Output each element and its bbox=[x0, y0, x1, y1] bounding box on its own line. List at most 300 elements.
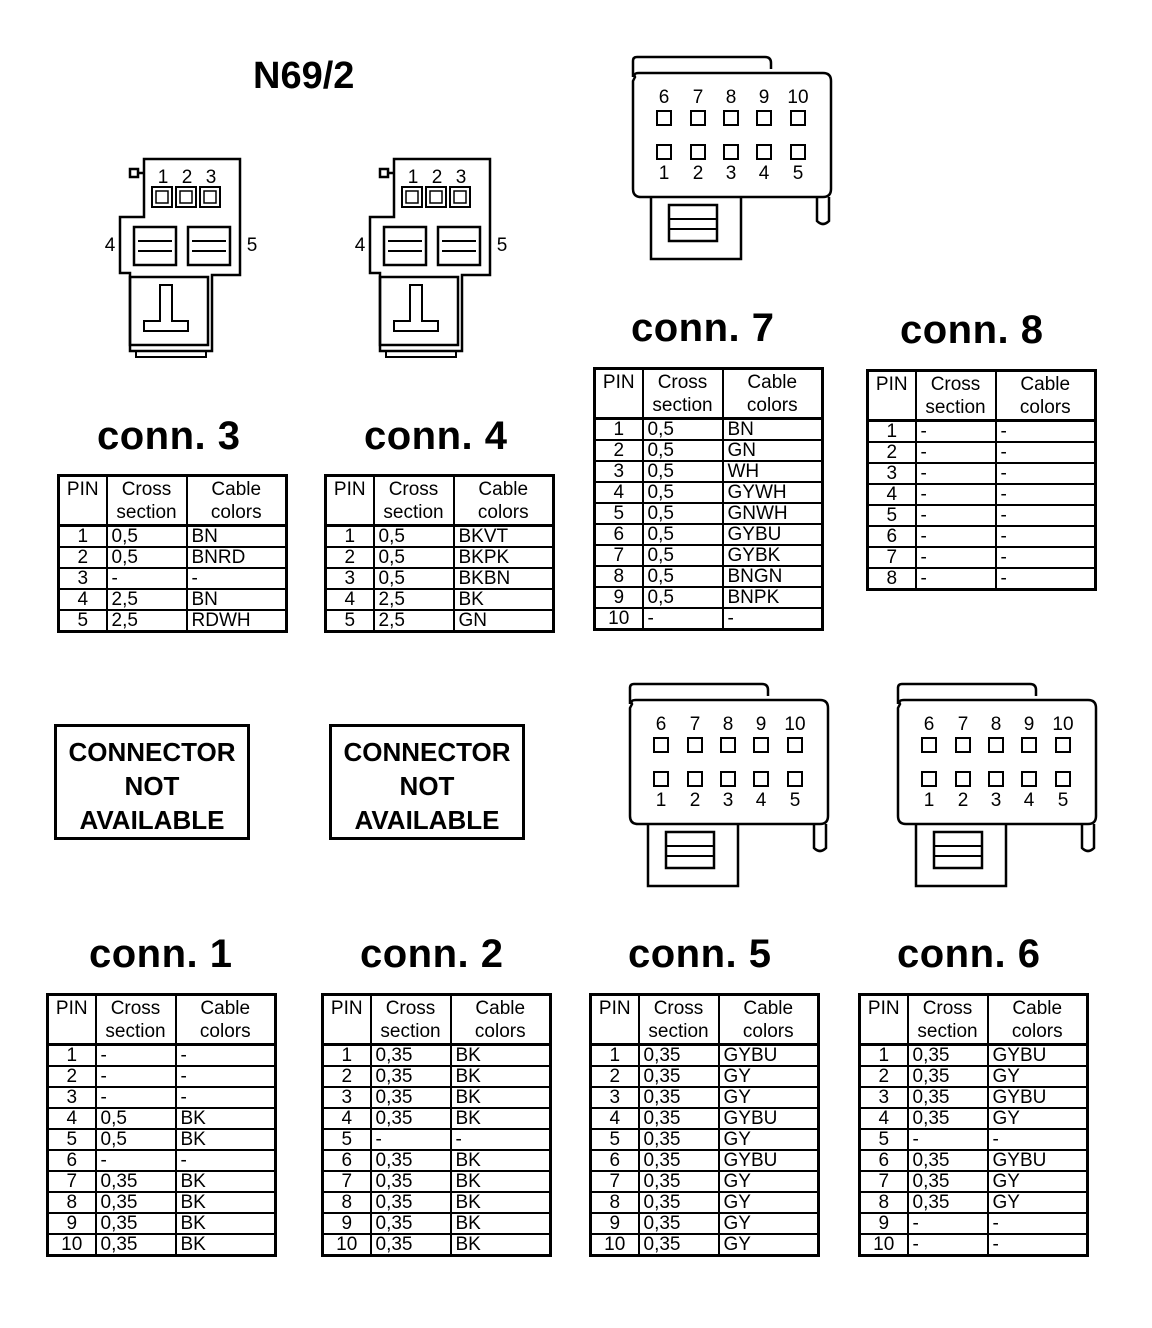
cross-section-cell: 0,35 bbox=[371, 1171, 451, 1192]
cross-section-cell: 0,35 bbox=[639, 1150, 719, 1171]
cross-section-cell: 0,5 bbox=[643, 419, 723, 441]
pin-cell: 5 bbox=[48, 1129, 96, 1150]
pin-socket bbox=[657, 145, 671, 159]
pin-cell: 1 bbox=[591, 1045, 639, 1067]
pin-cell: 4 bbox=[48, 1108, 96, 1129]
cross-section-cell: - bbox=[916, 463, 996, 484]
cable-color-cell: GYBU bbox=[988, 1150, 1088, 1171]
cable-color-cell: GY bbox=[719, 1066, 819, 1087]
pin-socket bbox=[757, 145, 771, 159]
connector-clip bbox=[1082, 824, 1094, 851]
pin-cell: 6 bbox=[591, 1150, 639, 1171]
pin-cell: 2 bbox=[48, 1066, 96, 1087]
pin-cell: 4 bbox=[868, 484, 916, 505]
pin-socket-inner bbox=[204, 191, 216, 203]
header-line: colors bbox=[1019, 397, 1071, 418]
table-row bbox=[595, 461, 823, 482]
cross-section-cell: 0,35 bbox=[639, 1129, 719, 1150]
pin-number-label: 9 bbox=[755, 714, 767, 735]
header-line: Cable bbox=[200, 998, 251, 1019]
cable-color-cell: - bbox=[176, 1150, 276, 1171]
cross-section-cell: - bbox=[908, 1129, 988, 1150]
cross-section-cell: 0,5 bbox=[643, 566, 723, 587]
cable-color-cell: GY bbox=[988, 1171, 1088, 1192]
cross-section-cell: - bbox=[96, 1150, 176, 1171]
cross-section-header bbox=[916, 371, 996, 421]
pin-number-label: 2 bbox=[692, 163, 704, 184]
table-row bbox=[595, 545, 823, 566]
table-row bbox=[326, 589, 554, 610]
conn2-pin-table bbox=[321, 993, 552, 1257]
pin-socket bbox=[1056, 772, 1070, 786]
pin-header: PIN bbox=[326, 476, 374, 526]
pin-socket-inner bbox=[454, 191, 466, 203]
cross-section-cell: - bbox=[916, 568, 996, 590]
table-row bbox=[868, 421, 1096, 443]
table-row bbox=[591, 1213, 819, 1234]
header-line: colors bbox=[199, 1021, 251, 1042]
locking-slide bbox=[666, 832, 714, 868]
pin-number-label: 3 bbox=[205, 167, 217, 188]
table-row bbox=[868, 505, 1096, 526]
header-line: Cable bbox=[743, 998, 794, 1019]
pin-cell: 2 bbox=[860, 1066, 908, 1087]
cross-section-cell: - bbox=[916, 442, 996, 463]
pin-number-label: 10 bbox=[1052, 714, 1074, 735]
table-row bbox=[860, 1066, 1088, 1087]
table-row bbox=[323, 1129, 551, 1150]
header-line: section bbox=[380, 1021, 441, 1042]
pin-cell: 2 bbox=[591, 1066, 639, 1087]
pin-socket bbox=[757, 111, 771, 125]
pin-socket-inner bbox=[430, 191, 442, 203]
cable-colors-header bbox=[187, 476, 287, 526]
cross-section-cell: 0,5 bbox=[643, 440, 723, 461]
cross-section-cell: 0,35 bbox=[908, 1045, 988, 1067]
table-header-row bbox=[595, 369, 823, 419]
cross-section-cell: 0,35 bbox=[371, 1234, 451, 1256]
not-available-line: AVAILABLE bbox=[79, 805, 225, 835]
pin-number-label: 1 bbox=[658, 163, 670, 184]
table-row bbox=[595, 587, 823, 608]
pin-number-label: 1 bbox=[923, 790, 935, 811]
table-row bbox=[323, 1108, 551, 1129]
conn1-pin-table bbox=[46, 993, 277, 1257]
connector-clip bbox=[814, 824, 826, 851]
pin-cell: 7 bbox=[323, 1171, 371, 1192]
cross-section-cell: 0,35 bbox=[96, 1171, 176, 1192]
pin-cell: 5 bbox=[860, 1129, 908, 1150]
cable-color-cell: BNGN bbox=[723, 566, 823, 587]
cable-color-cell: GYWH bbox=[723, 482, 823, 503]
pin-cell: 2 bbox=[326, 547, 374, 568]
table-row bbox=[595, 608, 823, 630]
cross-section-cell: 0,35 bbox=[639, 1045, 719, 1067]
cross-section-cell: 0,35 bbox=[908, 1150, 988, 1171]
header-line: Cable bbox=[1012, 998, 1063, 1019]
pin-socket bbox=[688, 738, 702, 752]
pin-socket bbox=[989, 738, 1003, 752]
cable-color-cell: - bbox=[176, 1066, 276, 1087]
pin-number-label: 3 bbox=[722, 790, 734, 811]
pin-number-label: 4 bbox=[104, 235, 116, 256]
header-line: colors bbox=[742, 1021, 794, 1042]
cable-color-cell: BN bbox=[187, 589, 287, 610]
locking-slide bbox=[669, 205, 717, 241]
header-line: Cable bbox=[1020, 374, 1071, 395]
cable-color-cell: BK bbox=[176, 1234, 276, 1256]
header-line: Cable bbox=[478, 479, 529, 500]
header-line: section bbox=[383, 502, 444, 523]
header-line: Cross bbox=[385, 998, 436, 1019]
cable-color-cell: BK bbox=[451, 1150, 551, 1171]
locking-slide bbox=[934, 832, 982, 868]
conn7-title: conn. 7 bbox=[631, 306, 775, 350]
header-line: section bbox=[648, 1021, 709, 1042]
table-row bbox=[323, 1234, 551, 1256]
cross-section-cell: 0,35 bbox=[908, 1087, 988, 1108]
cross-section-cell: 0,35 bbox=[639, 1066, 719, 1087]
pin-cell: 3 bbox=[59, 568, 107, 589]
cable-color-cell: BKVT bbox=[454, 526, 554, 548]
table-row bbox=[591, 1129, 819, 1150]
pin-number-label: 10 bbox=[784, 714, 806, 735]
cable-color-cell: GY bbox=[988, 1108, 1088, 1129]
pin-cell: 5 bbox=[323, 1129, 371, 1150]
pin-cell: 8 bbox=[868, 568, 916, 590]
pin-socket bbox=[754, 772, 768, 786]
header-line: Cross bbox=[930, 374, 981, 395]
header-line: Cross bbox=[922, 998, 973, 1019]
pin-cell: 10 bbox=[860, 1234, 908, 1256]
pin-number-label: 8 bbox=[725, 87, 737, 108]
pin-cell: 10 bbox=[595, 608, 643, 630]
cable-color-cell: BK bbox=[451, 1066, 551, 1087]
pin-socket bbox=[654, 772, 668, 786]
cross-section-cell: - bbox=[107, 568, 187, 589]
table-row bbox=[860, 1150, 1088, 1171]
cable-color-cell: - bbox=[988, 1129, 1088, 1150]
cross-section-cell: 0,35 bbox=[639, 1192, 719, 1213]
cross-section-cell: 0,35 bbox=[908, 1066, 988, 1087]
cross-section-cell: - bbox=[908, 1234, 988, 1256]
cable-colors-header bbox=[996, 371, 1096, 421]
cable-color-cell: BK bbox=[176, 1192, 276, 1213]
pin-number-label: 1 bbox=[407, 167, 419, 188]
pin-cell: 7 bbox=[860, 1171, 908, 1192]
pin-cell: 1 bbox=[595, 419, 643, 441]
pin-cell: 8 bbox=[323, 1192, 371, 1213]
pin-number-label: 8 bbox=[722, 714, 734, 735]
table-row bbox=[59, 589, 287, 610]
not-available-line: NOT bbox=[124, 771, 180, 801]
pin-header: PIN bbox=[48, 995, 96, 1045]
pin-socket-inner bbox=[156, 191, 168, 203]
table-row bbox=[591, 1087, 819, 1108]
conn2-not-available-box bbox=[329, 724, 525, 840]
table-header-row bbox=[48, 995, 276, 1045]
header-line: Cross bbox=[653, 998, 704, 1019]
table-row bbox=[48, 1108, 276, 1129]
pin-socket bbox=[721, 738, 735, 752]
pin-number-label: 1 bbox=[655, 790, 667, 811]
table-row bbox=[48, 1234, 276, 1256]
cross-section-cell: 2,5 bbox=[107, 589, 187, 610]
pin-number-label: 6 bbox=[658, 87, 670, 108]
cross-section-cell: 0,35 bbox=[371, 1213, 451, 1234]
table-row bbox=[868, 484, 1096, 505]
table-row bbox=[595, 566, 823, 587]
pin-socket-inner bbox=[180, 191, 192, 203]
pin-cell: 10 bbox=[591, 1234, 639, 1256]
not-available-line: NOT bbox=[399, 771, 455, 801]
pin-number-label: 5 bbox=[246, 235, 258, 256]
table-row bbox=[860, 1087, 1088, 1108]
conn2-title: conn. 2 bbox=[360, 932, 504, 976]
header-line: section bbox=[925, 397, 986, 418]
cable-color-cell: - bbox=[176, 1087, 276, 1108]
header-line: colors bbox=[1011, 1021, 1063, 1042]
table-row bbox=[323, 1045, 551, 1067]
header-line: colors bbox=[210, 502, 262, 523]
pin-socket bbox=[200, 187, 220, 207]
pin-cell: 2 bbox=[595, 440, 643, 461]
table-row bbox=[595, 419, 823, 441]
pin-header: PIN bbox=[591, 995, 639, 1045]
header-line: Cable bbox=[475, 998, 526, 1019]
pin-socket bbox=[691, 111, 705, 125]
cross-section-cell: 0,35 bbox=[371, 1045, 451, 1067]
table-row bbox=[326, 568, 554, 589]
pin-cell: 7 bbox=[48, 1171, 96, 1192]
cross-section-cell: 0,35 bbox=[371, 1066, 451, 1087]
pin-socket bbox=[450, 187, 470, 207]
table-header-row bbox=[591, 995, 819, 1045]
conn6-pin-table bbox=[858, 993, 1089, 1257]
table-header-row bbox=[59, 476, 287, 526]
pin-number-label: 7 bbox=[689, 714, 701, 735]
pin-number-label: 3 bbox=[725, 163, 737, 184]
cross-section-header bbox=[96, 995, 176, 1045]
conn8-title: conn. 8 bbox=[900, 308, 1044, 352]
table-row bbox=[59, 568, 287, 589]
table-row bbox=[860, 1045, 1088, 1067]
pin-number-label: 7 bbox=[957, 714, 969, 735]
header-line: section bbox=[652, 395, 713, 416]
cross-section-header bbox=[639, 995, 719, 1045]
pin-cell: 5 bbox=[591, 1129, 639, 1150]
table-header-row bbox=[326, 476, 554, 526]
cross-section-header bbox=[107, 476, 187, 526]
locking-lever-frame bbox=[380, 277, 458, 345]
pin-number-label: 2 bbox=[181, 167, 193, 188]
cable-color-cell: GYBU bbox=[723, 524, 823, 545]
pin-socket bbox=[176, 187, 196, 207]
cable-color-cell: GYBU bbox=[719, 1108, 819, 1129]
not-available-line: AVAILABLE bbox=[354, 805, 500, 835]
pin-cell: 1 bbox=[59, 526, 107, 548]
pin-socket bbox=[956, 772, 970, 786]
table-row bbox=[323, 1066, 551, 1087]
table-row bbox=[591, 1108, 819, 1129]
cross-section-cell: 0,35 bbox=[371, 1150, 451, 1171]
pin-socket bbox=[1022, 738, 1036, 752]
cable-color-cell: - bbox=[176, 1045, 276, 1067]
pin-cell: 3 bbox=[48, 1087, 96, 1108]
cross-section-cell: - bbox=[643, 608, 723, 630]
header-line: Cross bbox=[110, 998, 161, 1019]
cable-color-cell: GY bbox=[988, 1066, 1088, 1087]
conn4-title: conn. 4 bbox=[364, 414, 508, 458]
pin-cell: 1 bbox=[48, 1045, 96, 1067]
table-header-row bbox=[323, 995, 551, 1045]
table-row bbox=[860, 1108, 1088, 1129]
cross-section-cell: - bbox=[916, 526, 996, 547]
pin-header: PIN bbox=[595, 369, 643, 419]
pin-number-label: 5 bbox=[789, 790, 801, 811]
cable-color-cell: - bbox=[996, 526, 1096, 547]
power-pin-socket bbox=[134, 227, 176, 265]
pin-number-label: 3 bbox=[455, 167, 467, 188]
pin-cell: 4 bbox=[591, 1108, 639, 1129]
pin-cell: 7 bbox=[595, 545, 643, 566]
pin-socket-inner bbox=[406, 191, 418, 203]
cable-colors-header bbox=[454, 476, 554, 526]
table-header-row bbox=[860, 995, 1088, 1045]
table-row bbox=[48, 1045, 276, 1067]
cable-color-cell: - bbox=[996, 568, 1096, 590]
pin-cell: 1 bbox=[868, 421, 916, 443]
cable-color-cell: - bbox=[996, 484, 1096, 505]
pin-number-label: 5 bbox=[792, 163, 804, 184]
pin-number-label: 9 bbox=[1023, 714, 1035, 735]
cross-section-cell: 0,35 bbox=[371, 1192, 451, 1213]
pin-cell: 7 bbox=[868, 547, 916, 568]
cable-color-cell: GY bbox=[719, 1192, 819, 1213]
cross-section-cell: 0,35 bbox=[639, 1087, 719, 1108]
cable-color-cell: BKPK bbox=[454, 547, 554, 568]
pin-number-label: 5 bbox=[1057, 790, 1069, 811]
cable-color-cell: - bbox=[996, 421, 1096, 443]
pin-number-label: 8 bbox=[990, 714, 1002, 735]
pin-socket bbox=[989, 772, 1003, 786]
table-row bbox=[323, 1150, 551, 1171]
pin-cell: 8 bbox=[860, 1192, 908, 1213]
table-row bbox=[860, 1171, 1088, 1192]
header-line: Cross bbox=[388, 479, 439, 500]
pin-socket bbox=[788, 772, 802, 786]
cable-color-cell: - bbox=[723, 608, 823, 630]
cross-section-cell: 0,35 bbox=[908, 1108, 988, 1129]
cable-color-cell: BK bbox=[451, 1108, 551, 1129]
cross-section-cell: 0,5 bbox=[643, 587, 723, 608]
pin-cell: 9 bbox=[591, 1213, 639, 1234]
cable-color-cell: GY bbox=[719, 1087, 819, 1108]
table-row bbox=[595, 524, 823, 545]
cross-section-cell: 0,35 bbox=[371, 1108, 451, 1129]
pin-cell: 3 bbox=[860, 1087, 908, 1108]
cable-color-cell: GY bbox=[988, 1192, 1088, 1213]
pin-cell: 9 bbox=[323, 1213, 371, 1234]
table-row bbox=[48, 1087, 276, 1108]
cable-color-cell: BK bbox=[451, 1213, 551, 1234]
pin-cell: 3 bbox=[326, 568, 374, 589]
table-row bbox=[591, 1171, 819, 1192]
pin-cell: 7 bbox=[591, 1171, 639, 1192]
table-row bbox=[595, 503, 823, 524]
pin-socket bbox=[788, 738, 802, 752]
cross-section-cell: - bbox=[916, 547, 996, 568]
conn6-connector-drawing bbox=[890, 682, 1110, 892]
pin-socket bbox=[152, 187, 172, 207]
pin-cell: 6 bbox=[868, 526, 916, 547]
cross-section-header bbox=[374, 476, 454, 526]
table-row bbox=[326, 610, 554, 632]
pin-cell: 4 bbox=[595, 482, 643, 503]
pin-header: PIN bbox=[59, 476, 107, 526]
connector-clip bbox=[817, 197, 829, 224]
pin-cell: 9 bbox=[595, 587, 643, 608]
table-row bbox=[48, 1171, 276, 1192]
pin-cell: 2 bbox=[868, 442, 916, 463]
cable-color-cell: - bbox=[451, 1129, 551, 1150]
pin-number-label: 3 bbox=[990, 790, 1002, 811]
pin-socket bbox=[426, 187, 446, 207]
cable-color-cell: BNRD bbox=[187, 547, 287, 568]
power-pin-socket bbox=[438, 227, 480, 265]
cable-color-cell: BN bbox=[187, 526, 287, 548]
conn8-pin-table bbox=[866, 369, 1097, 591]
table-row bbox=[860, 1234, 1088, 1256]
cable-colors-header bbox=[176, 995, 276, 1045]
cross-section-cell: - bbox=[908, 1213, 988, 1234]
cable-color-cell: BK bbox=[176, 1213, 276, 1234]
pin-cell: 3 bbox=[595, 461, 643, 482]
cable-color-cell: BK bbox=[451, 1192, 551, 1213]
cross-section-cell: 0,35 bbox=[639, 1234, 719, 1256]
conn4-connector-drawing bbox=[350, 155, 520, 365]
cable-color-cell: BK bbox=[451, 1045, 551, 1067]
cross-section-cell: 0,35 bbox=[96, 1234, 176, 1256]
cable-color-cell: GYBU bbox=[988, 1087, 1088, 1108]
table-row bbox=[868, 463, 1096, 484]
cable-colors-header bbox=[988, 995, 1088, 1045]
table-row bbox=[59, 526, 287, 548]
cross-section-cell: 2,5 bbox=[107, 610, 187, 632]
cable-color-cell: RDWH bbox=[187, 610, 287, 632]
pin-number-label: 6 bbox=[655, 714, 667, 735]
cross-section-cell: 0,5 bbox=[643, 545, 723, 566]
locking-lever-frame bbox=[130, 277, 208, 345]
pin-cell: 2 bbox=[59, 547, 107, 568]
pin-socket bbox=[922, 772, 936, 786]
pin-cell: 10 bbox=[48, 1234, 96, 1256]
cable-color-cell: - bbox=[996, 463, 1096, 484]
table-row bbox=[595, 482, 823, 503]
cable-color-cell: GY bbox=[719, 1234, 819, 1256]
pin-cell: 9 bbox=[48, 1213, 96, 1234]
cross-section-cell: 0,5 bbox=[643, 524, 723, 545]
main-title: N69/2 bbox=[253, 55, 355, 97]
table-row bbox=[326, 526, 554, 548]
cross-section-cell: 0,35 bbox=[639, 1213, 719, 1234]
table-row bbox=[48, 1129, 276, 1150]
table-row bbox=[595, 440, 823, 461]
cross-section-cell: 0,35 bbox=[908, 1171, 988, 1192]
pin-cell: 5 bbox=[326, 610, 374, 632]
conn1-not-available-box bbox=[54, 724, 250, 840]
cable-color-cell: - bbox=[187, 568, 287, 589]
